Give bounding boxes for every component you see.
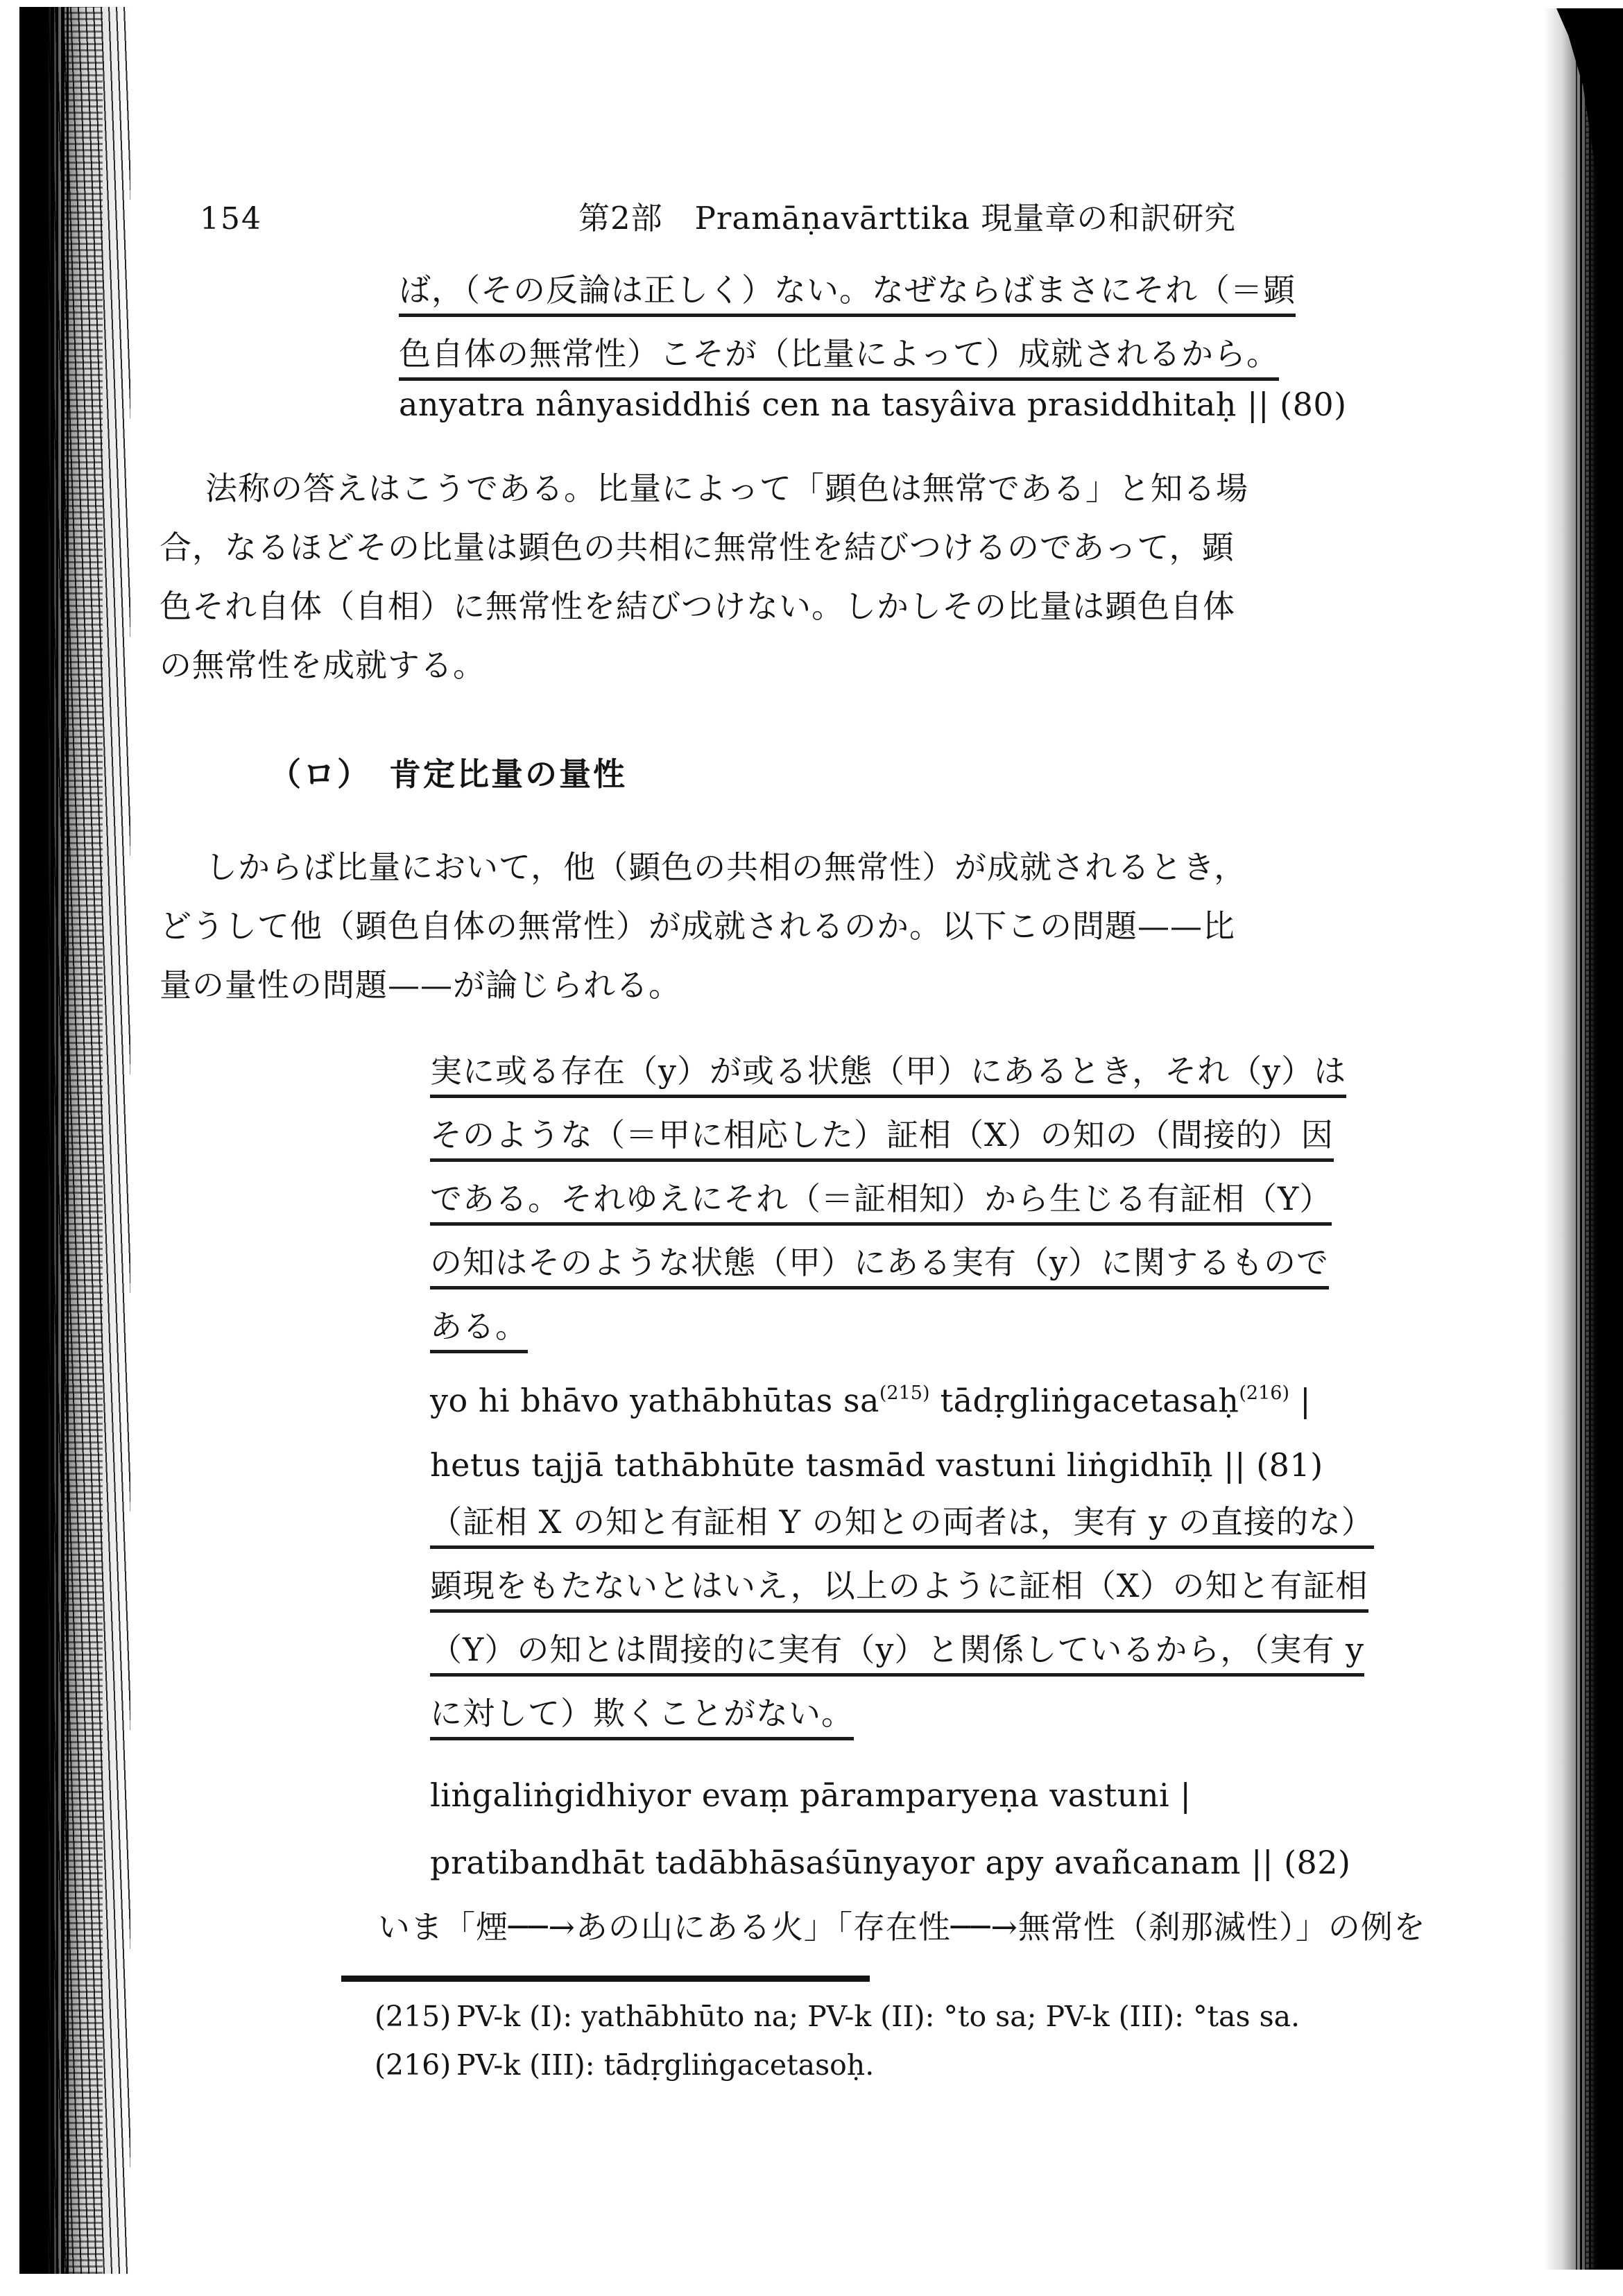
- quote-line-text: ば，（その反論は正しく）ない。なぜならばまさにそれ（＝顕: [399, 271, 1296, 317]
- sanskrit-verse-82: [430, 1762, 1351, 1896]
- body-line: どうして他（顕色自体の無常性）が成就されるのか。以下この問題——比: [160, 907, 1235, 945]
- quote-block-3: [430, 1490, 1374, 1745]
- quote-block-2: [430, 1039, 1346, 1358]
- verse-text: yo hi bhāvo yathābhūtas sa: [430, 1382, 879, 1419]
- scan-gutter-left: [19, 7, 130, 2274]
- footnote-text: PV-k (I): yathābhūto na; PV-k (II): °to sa; PV-k (III): °tas sa.: [456, 2000, 1300, 2033]
- verse-line: hetus tajjā tathābhūte tasmād vastuni liṅgidhīḥ || (81): [430, 1446, 1323, 1484]
- sanskrit-verse-80: anyatra nânyasiddhiś cen na tasyâiva prasiddhitaḥ || (80): [399, 386, 1347, 423]
- quote-line: [430, 1681, 1374, 1745]
- verse-line: pratibandhāt tadābhāsaśūnyayor apy avañcanam || (82): [430, 1844, 1351, 1881]
- quote-line: [430, 1167, 1346, 1231]
- quote-line-text: そのような（＝甲に相応した）証相（X）の知の（間接的）因: [430, 1116, 1334, 1162]
- quote-line: [430, 1490, 1374, 1554]
- quote-line: [430, 1039, 1346, 1103]
- quote-line-text: の知はそのような状態（甲）にある実有（y）に関するもので: [430, 1244, 1329, 1290]
- running-header: [160, 193, 1450, 238]
- quote-line-text: （証相 X の知と有証相 Y の知との両者は，実有 y の直接的な）: [430, 1503, 1374, 1549]
- quote-line-text: 色自体の無常性）こそが（比量によって）成就されるから。: [399, 335, 1279, 381]
- body-line: 色それ自体（自相）に無常性を結びつけない。しかしその比量は顕色自体: [160, 588, 1235, 625]
- running-header-title: 第2部 Pramāṇavārttika 現量章の和訳研究: [578, 200, 1237, 237]
- footnote-item: [375, 1992, 1300, 2041]
- footnote-ref-215: (215): [879, 1382, 930, 1404]
- quote-line: [430, 1103, 1346, 1167]
- body-line: しからば比量において，他（顕色の共相の無常性）が成就されるとき，: [205, 848, 1247, 886]
- footnotes: [375, 1992, 1300, 2089]
- quote-line-text: である。それゆえにそれ（＝証相知）から生じる有証相（Y）: [430, 1180, 1332, 1226]
- quote-line: [399, 322, 1296, 386]
- quote-line-text: 顕現をもたないとはいえ，以上のように証相（X）の知と有証相: [430, 1567, 1368, 1613]
- section-heading: （ロ） 肯定比量の量性: [269, 755, 627, 793]
- footnote-text: PV-k (III): tādṛgliṅgacetasoḥ.: [456, 2048, 875, 2082]
- quote-line-text: ある。: [430, 1308, 528, 1353]
- footnote-number: (216): [375, 2048, 452, 2082]
- verse-line: liṅgaliṅgidhiyor evaṃ pāramparyeṇa vastuni |: [430, 1776, 1192, 1814]
- verse-line: [430, 1361, 1323, 1433]
- footnote-rule: [341, 1976, 870, 1982]
- quote-line-text: に対して）欺くことがない。: [430, 1695, 854, 1740]
- quote-block-1: [399, 258, 1296, 386]
- footnote-number: (215): [375, 2000, 452, 2033]
- body-paragraph-2: [160, 838, 1246, 1015]
- body-paragraph-1: [160, 459, 1248, 695]
- footnote-ref-216: (216): [1239, 1382, 1289, 1404]
- quote-line: [399, 258, 1296, 322]
- quote-line: [430, 1294, 1346, 1358]
- body-line: 量の量性の問題——が論じられる。: [160, 966, 681, 1004]
- body-paragraph-3: いま「煙──→あの山にある火」「存在性──→無常性（刹那滅性）」の例を: [378, 1908, 1426, 1946]
- quote-line: [430, 1554, 1374, 1618]
- body-line: 合，なるほどその比量は顕色の共相に無常性を結びつけるのであって，顕: [160, 529, 1235, 566]
- body-line: 法称の答えはこうである。比量によって「顕色は無常である」と知る場: [205, 470, 1248, 507]
- quote-line: [430, 1618, 1374, 1681]
- verse-text: |: [1289, 1382, 1312, 1419]
- quote-line: [430, 1231, 1346, 1294]
- sanskrit-verse-81: [430, 1361, 1323, 1498]
- quote-line-text: 実に或る存在（y）が或る状態（甲）にあるとき，それ（y）は: [430, 1052, 1346, 1098]
- page-number: 154: [200, 201, 262, 237]
- quote-line-text: （Y）の知とは間接的に実有（y）と関係しているから，（実有 y: [430, 1631, 1364, 1677]
- footnote-item: [375, 2041, 1300, 2089]
- body-line: の無常性を成就する。: [160, 646, 486, 684]
- verse-text: tādṛgliṅgacetasaḥ: [929, 1382, 1239, 1419]
